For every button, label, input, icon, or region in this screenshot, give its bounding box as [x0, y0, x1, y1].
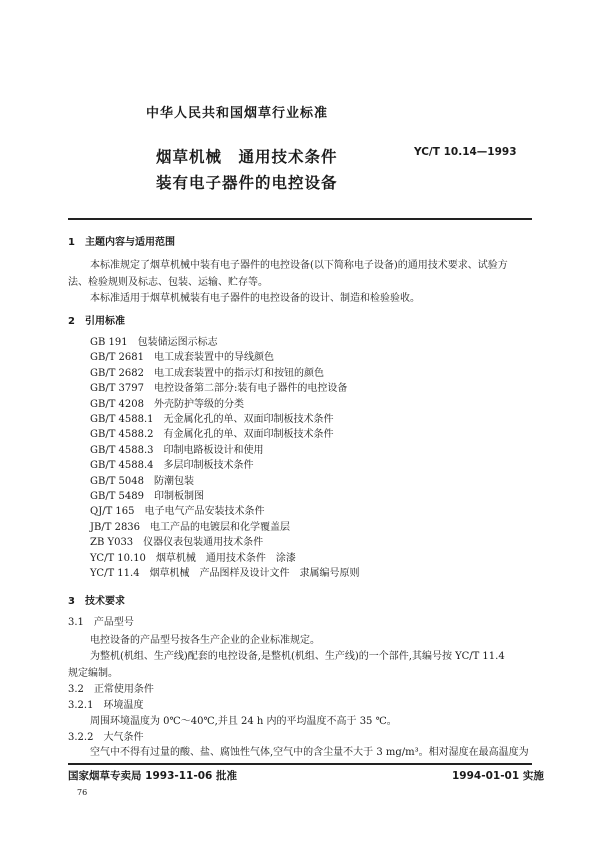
reference-code: GB/T 4588.4: [90, 460, 154, 472]
reference-title: 防潮包装: [154, 475, 195, 487]
effective-date: 1994-01-01 实施: [452, 770, 544, 782]
reference-code: GB/T 4588.3: [90, 444, 154, 456]
reference-code: YC/T 11.4: [90, 568, 140, 579]
reference-code: JB/T 2836: [90, 521, 141, 533]
paragraph: 规定编制。: [68, 668, 118, 679]
clause-heading: 3.2.1 环境温度: [68, 700, 144, 711]
reference-item: [90, 568, 360, 580]
reference-item: [90, 352, 274, 364]
reference-item: [90, 445, 264, 457]
paragraph: 法、检验规则及标志、包装、运输、贮存等。: [68, 277, 268, 288]
reference-title: 电工成套装置中的指示灯和按钮的颜色: [154, 367, 325, 379]
title-line-1: 烟草机械 通用技术条件: [156, 148, 338, 166]
reference-item: [90, 337, 218, 349]
reference-title: 电控设备第二部分:装有电子器件的电控设备: [154, 383, 348, 395]
reference-item: [90, 506, 265, 518]
reference-title: 多层印制板技术条件: [163, 460, 254, 472]
approval-date: 国家烟草专卖局 1993-11-06 批准: [68, 770, 237, 782]
page-number: 76: [77, 788, 88, 797]
reference-code: GB/T 2681: [90, 352, 145, 364]
reference-code: ZB Y033: [90, 537, 134, 549]
section-3-heading: 3 技术要求: [68, 596, 125, 607]
reference-title: 电工成套装置中的导线颜色: [154, 352, 275, 364]
reference-item: [90, 368, 324, 380]
reference-title: 外壳防护等级的分类: [154, 398, 245, 410]
reference-code: GB/T 2682: [90, 367, 145, 379]
title-line-2: 装有电子器件的电控设备: [156, 174, 338, 192]
reference-item: [90, 537, 263, 549]
paragraph: 空气中不得有过量的酸、盐、腐蚀性气体,空气中的含尘量不大于 3 mg/m³。相对湿度在最高温度为: [90, 747, 529, 758]
standard-org: 中华人民共和国烟草行业标准: [146, 106, 329, 121]
reference-title: 仪器仪表包装通用技术条件: [143, 537, 264, 549]
reference-item: [90, 491, 204, 503]
reference-code: GB/T 4588.1: [90, 414, 154, 425]
reference-title: 无金属化孔的单、双面印制板技术条件: [163, 414, 334, 425]
clause-heading: 3.2 正常使用条件: [68, 684, 154, 695]
reference-item: [90, 399, 244, 411]
standard-code: YC/T 10.14—1993: [414, 146, 517, 158]
section-2-heading: 2 引用标准: [68, 316, 125, 327]
reference-code: GB/T 4588.2: [90, 429, 154, 441]
reference-item: [90, 460, 254, 472]
paragraph: 电控设备的产品型号按各生产企业的企业标准规定。: [90, 635, 320, 646]
reference-title: 印制电路板设计和使用: [163, 444, 264, 456]
reference-title: 电工产品的电镀层和化学覆盖层: [150, 521, 291, 533]
footer-rule: [68, 763, 532, 765]
reference-title: 包装储运图示标志: [137, 337, 218, 348]
reference-title: 烟草机械 产品图样及设计文件 隶属编号原则: [149, 568, 360, 579]
header-rule: [68, 218, 532, 220]
reference-item: [90, 429, 334, 441]
reference-item: [90, 383, 347, 395]
paragraph: 周围环境温度为 0℃～40℃,并且 24 h 内的平均温度不高于 35 ℃。: [90, 716, 397, 727]
reference-code: GB/T 5048: [90, 475, 145, 487]
reference-code: GB/T 3797: [90, 383, 145, 395]
section-1-heading: 1 主题内容与适用范围: [68, 237, 175, 248]
reference-code: GB/T 5489: [90, 491, 145, 502]
reference-code: GB/T 4208: [90, 398, 145, 410]
reference-code: QJ/T 165: [90, 506, 135, 518]
reference-title: 电子电气产品安装技术条件: [144, 506, 265, 518]
paragraph: 本标准适用于烟草机械装有电子器件的电控设备的设计、制造和检验验收。: [90, 293, 420, 304]
reference-item: [90, 476, 194, 488]
reference-title: 印制板制图: [154, 491, 205, 502]
paragraph: 本标准规定了烟草机械中装有电子器件的电控设备(以下简称电子设备)的通用技术要求、试验方: [90, 260, 508, 271]
reference-item: [90, 522, 290, 534]
paragraph: 为整机(机组、生产线)配套的电控设备,是整机(机组、生产线)的一个部件,其编号按 YC/T 11.4: [90, 651, 505, 662]
clause-heading: 3.2.2 大气条件: [68, 732, 144, 743]
reference-title: 烟草机械 通用技术条件 涂漆: [155, 552, 296, 564]
reference-code: GB 191: [90, 337, 128, 348]
reference-item: [90, 414, 334, 426]
reference-item: [90, 553, 296, 565]
reference-code: YC/T 10.10: [90, 552, 146, 564]
clause-heading: 3.1 产品型号: [68, 617, 134, 628]
reference-title: 有金属化孔的单、双面印制板技术条件: [163, 429, 334, 441]
